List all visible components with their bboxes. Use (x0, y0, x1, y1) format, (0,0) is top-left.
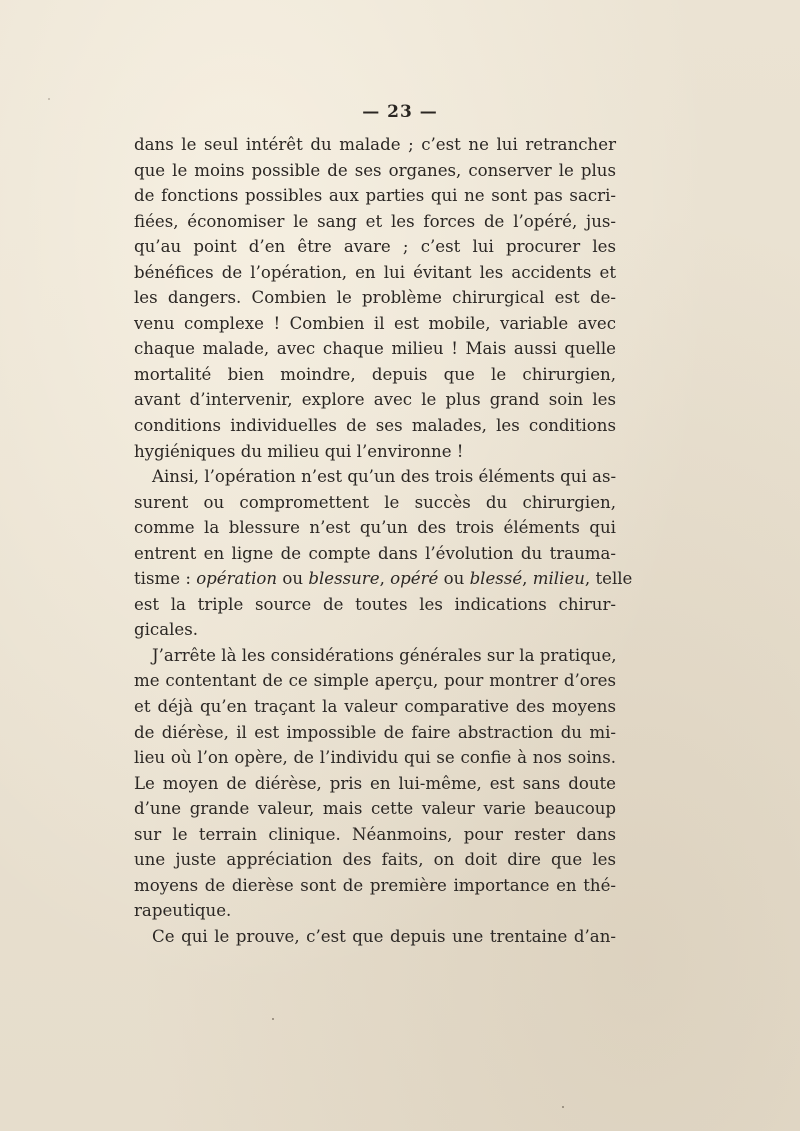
italic-term: opéré (390, 569, 439, 589)
text-line: comme la blessure n’est qu’un des trois éléments qui (134, 518, 616, 538)
line-segment: ou (277, 569, 309, 589)
text-line: bénéfices de l’opération, en lui évitant les accidents et (134, 262, 616, 282)
italic-term: blessé (469, 569, 523, 589)
paper-speck (562, 1106, 564, 1108)
text-line: chaque malade, avec chaque milieu ! Mais aussi quelle (134, 339, 616, 359)
text-line: qu’au point d’en être avare ; c’est lui procurer les (134, 237, 616, 257)
italic-term: opération (196, 569, 278, 589)
text-line: est la triple source de toutes les indications chirur- (134, 594, 616, 614)
text-line: dans le seul intérêt du malade ; c’est ne lui retrancher (134, 135, 616, 154)
text-line: une juste appréciation des faits, on doit dire que les (134, 850, 616, 870)
body-text (134, 132, 633, 950)
text-line: moyens de dierèse sont de première importance en thé- (134, 875, 616, 895)
paper-speck (272, 1018, 274, 1020)
text-line: et déjà qu’en traçant la valeur comparative des moyens (134, 697, 616, 717)
text-line: gicales. (134, 620, 199, 640)
text-line: de fonctions possibles aux parties qui ne sont pas sacri- (134, 186, 616, 206)
text-line: lieu où l’on opère, de l’individu qui se confie à nos soins. (134, 748, 616, 768)
italic-term: milieu (532, 569, 585, 589)
text-line: conditions individuelles de ses malades, les conditions (134, 416, 616, 436)
text-line: Le moyen de diérèse, pris en lui-même, est sans doute (134, 773, 616, 793)
text-line: rapeutique. (134, 901, 232, 921)
text-line: sur le terrain clinique. Néanmoins, pour rester dans (134, 824, 616, 844)
text-line: fiées, économiser le sang et les forces de l’opéré, jus- (134, 211, 616, 231)
text-line: venu complexe ! Combien il est mobile, variable avec (134, 313, 616, 333)
text-line: les dangers. Combien le problème chirurgical est de- (134, 288, 616, 308)
text-line: mortalité bien moindre, depuis que le chirurgien, (134, 364, 616, 384)
line-segment: , (379, 569, 391, 589)
text-line: surent ou compromettent le succès du chirurgien, (134, 492, 616, 512)
text-line: me contentant de ce simple aperçu, pour montrer d’ores (134, 671, 616, 691)
paragraph-start-line: Ainsi, l’opération n’est qu’un des trois éléments qui as- (152, 467, 617, 487)
page-number: — 23 — (362, 102, 438, 122)
paper-speck (48, 98, 50, 100)
text-line: de diérèse, il est impossible de faire abstraction du mi- (134, 722, 616, 742)
text-line: avant d’intervenir, explore avec le plus grand soin les (134, 390, 616, 410)
text-line: entrent en ligne de compte dans l’évolution du trauma- (134, 543, 616, 563)
line-segment: ou (438, 569, 470, 589)
line-segment: , telle (584, 569, 633, 589)
paragraph-start-line: Ce qui le prouve, c’est que depuis une trentaine d’an- (152, 926, 616, 946)
text-line: hygiéniques du milieu qui l’environne ! (134, 441, 464, 461)
text-line-with-italics (134, 566, 633, 592)
line-segment: tisme : (134, 569, 197, 589)
paragraph-start-line: J’arrête là les considérations générales sur la pratique, (152, 645, 617, 665)
text-line: que le moins possible de ses organes, conserver le plus (134, 160, 616, 180)
italic-term: blessure (308, 569, 380, 589)
line-segment: , (522, 569, 533, 589)
text-line: d’une grande valeur, mais cette valeur varie beaucoup (134, 799, 616, 819)
